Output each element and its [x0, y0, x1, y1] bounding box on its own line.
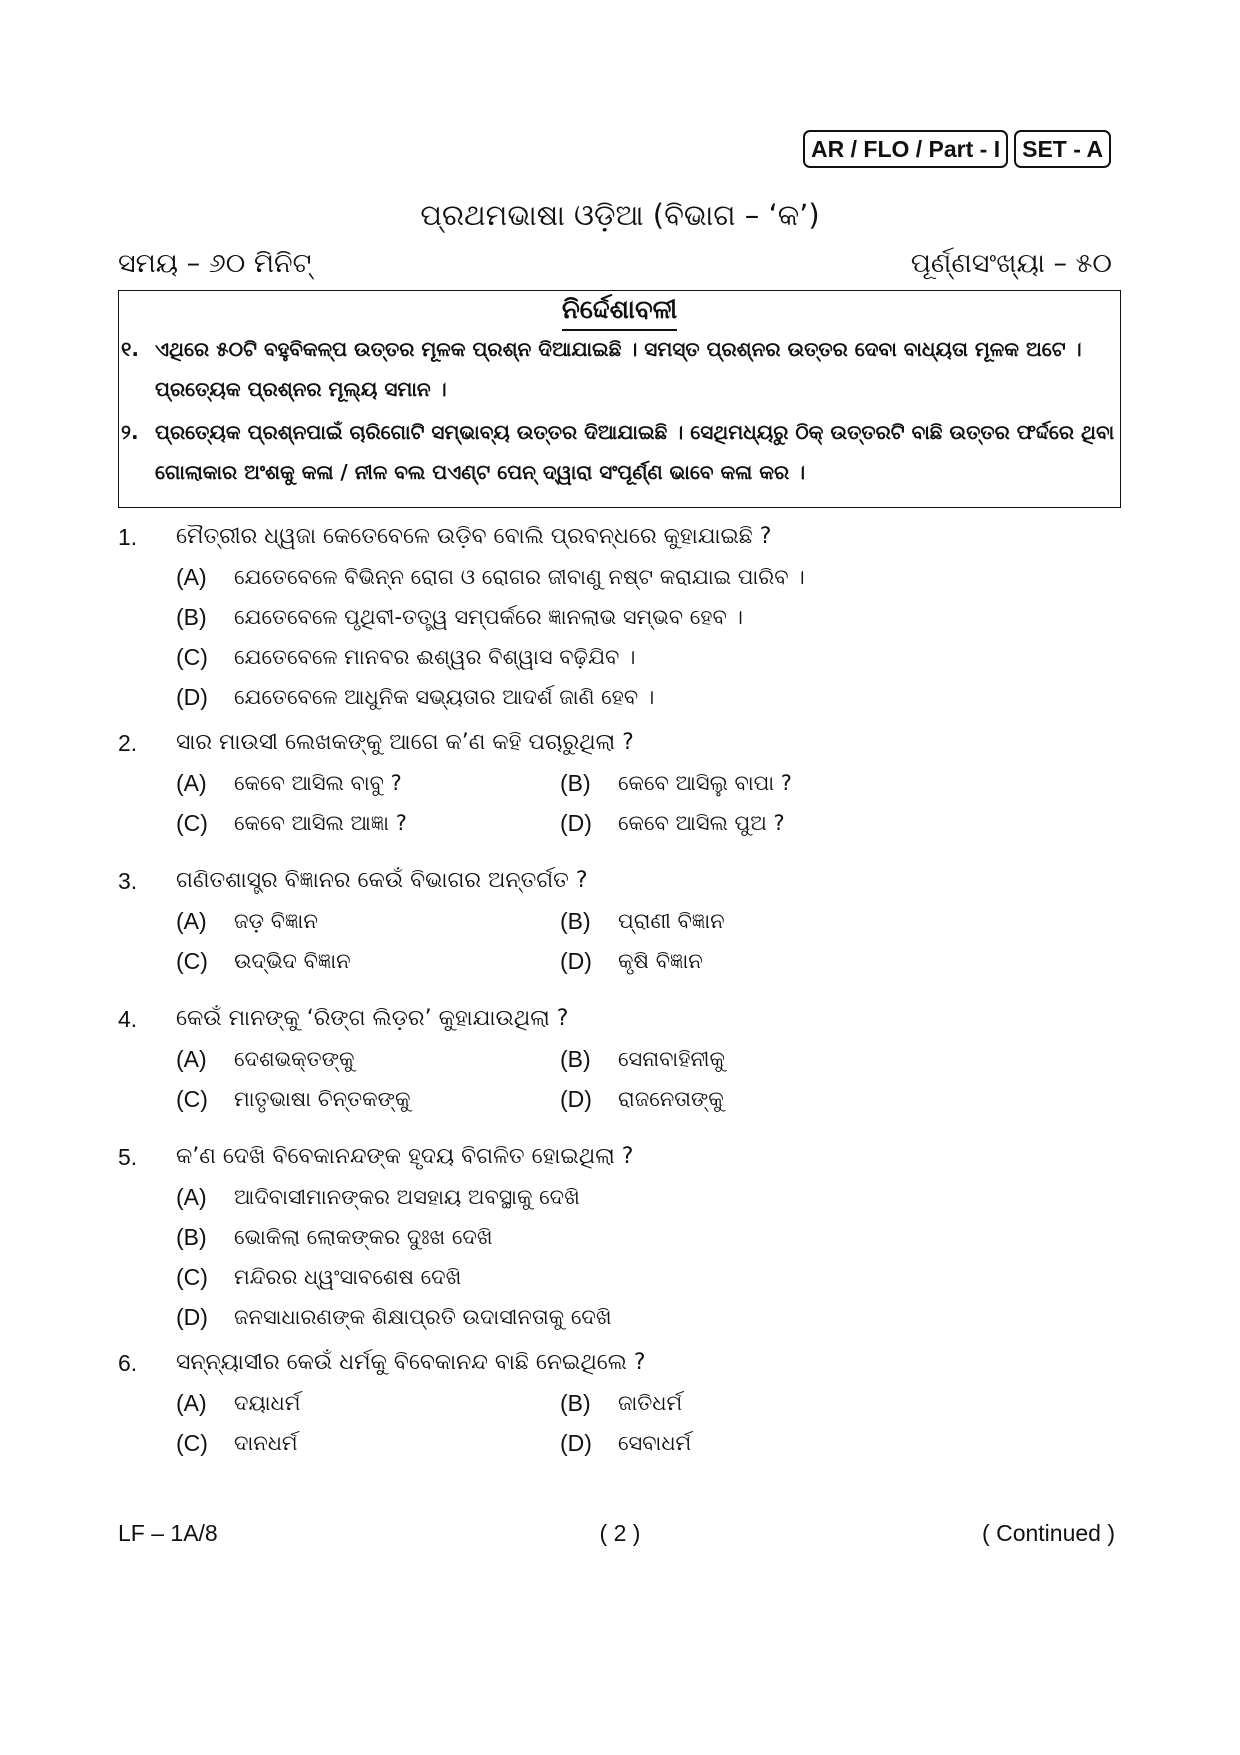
option-a — [118, 1182, 1118, 1212]
option-label: (C) — [176, 1430, 208, 1456]
option-b — [560, 1044, 1118, 1074]
page-title: ପ୍ରଥମଭାଷା ଓଡ଼ିଆ (ବିଭାଗ – ‘କ’) — [420, 198, 820, 232]
option-d — [560, 1084, 1118, 1114]
question-text: କ’ଣ ଦେଖି ବିବେକାନନ୍ଦଙ୍କ ହୃଦୟ ବିଗଳିତ ହୋଇଥିଲା ? — [176, 1144, 634, 1169]
option-text: ଉଦ୍ଭିଦ ବିଜ୍ଞାନ — [234, 949, 351, 973]
option-label: (A) — [176, 1184, 207, 1210]
option-a — [118, 562, 1118, 592]
question-1 — [118, 522, 1118, 722]
question-6 — [118, 1348, 1118, 1458]
option-text: ଜନସାଧାରଣଙ୍କ ଶିକ୍ଷାପ୍ରତି ଉଦାସୀନତାକୁ ଦେଖି — [234, 1305, 612, 1329]
option-text: କେବେ ଆସିଲୁ ବାପା ? — [618, 771, 792, 795]
option-text: ସେନାବାହିନୀକୁ — [618, 1047, 726, 1071]
option-d — [118, 1302, 1118, 1332]
question-number: 4. — [118, 1006, 138, 1032]
option-label: (A) — [176, 908, 207, 934]
question-5 — [118, 1142, 1118, 1342]
option-b — [560, 768, 1118, 798]
question-text: ମୈତ୍ରୀର ଧ୍ୱଜା କେତେବେଳେ ଉଡ଼ିବ ବୋଲି ପ୍ରବନ୍ଧରେ କୁହାଯାଇଛି ? — [176, 524, 772, 549]
option-label: (D) — [176, 1304, 208, 1330]
option-label: (C) — [176, 644, 208, 670]
option-d — [560, 808, 1118, 838]
option-label: (A) — [176, 564, 207, 590]
instructions-box — [118, 290, 1121, 508]
option-label: (B) — [176, 1224, 207, 1250]
option-a — [118, 1388, 560, 1418]
question-number: 2. — [118, 730, 138, 756]
option-text: କୃଷି ବିଜ୍ଞାନ — [618, 949, 703, 973]
instruction-number: ୨. — [121, 420, 139, 444]
option-c — [118, 642, 1118, 672]
option-label: (D) — [560, 948, 592, 974]
question-2 — [118, 728, 1118, 838]
option-c — [118, 1262, 1118, 1292]
instruction-item — [119, 329, 1120, 409]
instruction-item — [119, 412, 1120, 492]
option-text: ପ୍ରାଣୀ ବିଜ୍ଞାନ — [618, 909, 725, 933]
option-text: ମାତୃଭାଷା ଚିନ୍ତକଙ୍କୁ — [234, 1087, 411, 1111]
option-text: ଜାତିଧର୍ମ — [618, 1391, 683, 1415]
instruction-text: ଏଥିରେ ୫୦ଟି ବହୁବିକଳ୍ପ ଉତ୍ତର ମୂଳକ ପ୍ରଶ୍ନ ଦିଆଯାଇଛି । ସମସ୍ତ ପ୍ରଶ୍ନର ଉତ୍ତର ଦେବା ବାଧ୍ୟତା ମୂଳକ ଅଟେ । ପ୍ରତ୍ୟେକ ପ୍ରଶ୍ନର ମୂଲ୍ୟ ସମାନ । — [155, 337, 1082, 401]
question-number: 6. — [118, 1350, 138, 1376]
option-text: ଭୋକିଲା ଲୋକଙ୍କର ଦୁଃଖ ଦେଖି — [234, 1225, 493, 1249]
option-text: ସେବାଧର୍ମ — [618, 1431, 692, 1455]
option-text: ଯେତେବେଳେ ବିଭିନ୍ନ ରୋଗ ଓ ରୋଗର ଜୀବାଣୁ ନଷ୍ଟ କରାଯାଇ ପାରିବ । — [234, 565, 805, 589]
option-c — [118, 808, 560, 838]
instruction-number: ୧. — [121, 337, 140, 361]
option-label: (B) — [560, 1046, 591, 1072]
question-text: ସାର ମାଉସୀ ଲେଖକଙ୍କୁ ଆଗେ କ’ଣ କହି ପଚାରୁଥିଲା ? — [176, 730, 634, 755]
page-number: ( 2 ) — [599, 1520, 641, 1546]
option-text: ରାଜନେତାଙ୍କୁ — [618, 1087, 724, 1111]
option-label: (C) — [176, 1264, 208, 1290]
option-text: ଯେତେବେଳେ ଆଧୁନିକ ସଭ୍ୟତାର ଆଦର୍ଶ ଜାଣି ହେବ । — [234, 685, 655, 709]
paper-code: AR / FLO / Part - I — [803, 130, 1008, 168]
time-limit: ସମୟ – ୬୦ ମିନିଟ୍ — [118, 248, 312, 279]
question-number: 5. — [118, 1144, 138, 1170]
instructions-title: ନିର୍ଦ୍ଦେଶାବଳୀ — [562, 295, 677, 331]
question-3 — [118, 866, 1118, 976]
option-a — [118, 768, 560, 798]
option-label: (D) — [560, 810, 592, 836]
option-a — [118, 906, 560, 936]
option-label: (D) — [560, 1430, 592, 1456]
option-label: (A) — [176, 1390, 207, 1416]
option-c — [118, 1428, 560, 1458]
option-b — [560, 1388, 1118, 1418]
option-label: (D) — [176, 684, 208, 710]
option-label: (C) — [176, 948, 208, 974]
option-d — [560, 1428, 1118, 1458]
option-text: ଦାନଧର୍ମ — [234, 1431, 298, 1455]
option-label: (A) — [176, 770, 207, 796]
question-4 — [118, 1004, 1118, 1114]
question-text: କେଉଁ ମାନଙ୍କୁ ‘ରିଙ୍ଗ ଲିଡ଼ର’ କୁହାଯାଉଥିଲା ? — [176, 1006, 569, 1031]
option-b — [560, 906, 1118, 936]
option-text: ଦୟାଧର୍ମ — [234, 1391, 301, 1415]
option-c — [118, 946, 560, 976]
option-label: (D) — [560, 1086, 592, 1112]
option-text: ମନ୍ଦିରର ଧ୍ୱଂସାବଶେଷ ଦେଖି — [234, 1265, 462, 1289]
option-b — [118, 1222, 1118, 1252]
continued-label: ( Continued ) — [982, 1520, 1115, 1546]
option-c — [118, 1084, 560, 1114]
option-text: ଆଦିବାସୀମାନଙ୍କର ଅସହାୟ ଅବସ୍ଥାକୁ ଦେଖି — [234, 1185, 580, 1209]
question-text: ସନ୍ନ୍ୟାସୀର କେଉଁ ଧର୍ମକୁ ବିବେକାନନ୍ଦ ବାଛି ନେଇଥିଲେ ? — [176, 1350, 646, 1375]
paper-code-box — [803, 130, 1111, 168]
option-text: ଯେତେବେଳେ ମାନବର ଈଶ୍ୱର ବିଶ୍ୱାସ ବଢ଼ିଯିବ । — [234, 645, 636, 669]
question-number: 1. — [118, 524, 138, 550]
option-d — [118, 682, 1118, 712]
option-text: କେବେ ଆସିଲ ଆଜ୍ଞା ? — [234, 811, 407, 835]
option-label: (C) — [176, 810, 208, 836]
option-label: (A) — [176, 1046, 207, 1072]
option-label: (B) — [560, 908, 591, 934]
option-text: ଯେତେବେଳେ ପୃଥିବୀ-ତତ୍ତ୍ୱ ସମ୍ପର୍କରେ ଜ୍ଞାନଲାଭ ସମ୍ଭବ ହେବ । — [234, 605, 743, 629]
option-text: ଦେଶଭକ୍ତଙ୍କୁ — [234, 1047, 355, 1071]
option-b — [118, 602, 1118, 632]
question-text: ଗଣିତଶାସ୍ତ୍ର ବିଜ୍ଞାନର କେଉଁ ବିଭାଗର ଅନ୍ତର୍ଗତ ? — [176, 868, 588, 893]
option-a — [118, 1044, 560, 1074]
option-label: (C) — [176, 1086, 208, 1112]
option-d — [560, 946, 1118, 976]
option-label: (B) — [560, 770, 591, 796]
option-label: (B) — [176, 604, 207, 630]
option-label: (B) — [560, 1390, 591, 1416]
footer-code: LF – 1A/8 — [118, 1520, 218, 1546]
option-text: ଜଡ଼ ବିଜ୍ଞାନ — [234, 909, 318, 933]
instruction-text: ପ୍ରତ୍ୟେକ ପ୍ରଶ୍ନପାଇଁ ଚାରିଗୋଟି ସମ୍ଭାବ୍ୟ ଉତ୍ତର ଦିଆଯାଇଛି । ସେଥିମଧ୍ୟରୁ ଠିକ୍ ଉତ୍ତରଟି ବାଛି ଉତ୍ତର ଫର୍ଦ୍ଦରେ ଥିବା ଗୋଲାକାର ଅଂଶକୁ କଳା / ନୀଳ ବଲ ପଏଣ୍ଟ ପେନ୍ ଦ୍ୱାରା ସଂପୂର୍ଣ୍ଣ ଭାବେ କଳା କର । — [155, 420, 1115, 484]
option-text: କେବେ ଆସିଲ ବାବୁ ? — [234, 771, 402, 795]
option-text: କେବେ ଆସିଲ ପୁଅ ? — [618, 811, 785, 835]
set-code: SET - A — [1014, 130, 1111, 168]
question-number: 3. — [118, 868, 138, 894]
full-marks: ପୂର୍ଣ୍ଣସଂଖ୍ୟା – ୫୦ — [910, 248, 1112, 279]
